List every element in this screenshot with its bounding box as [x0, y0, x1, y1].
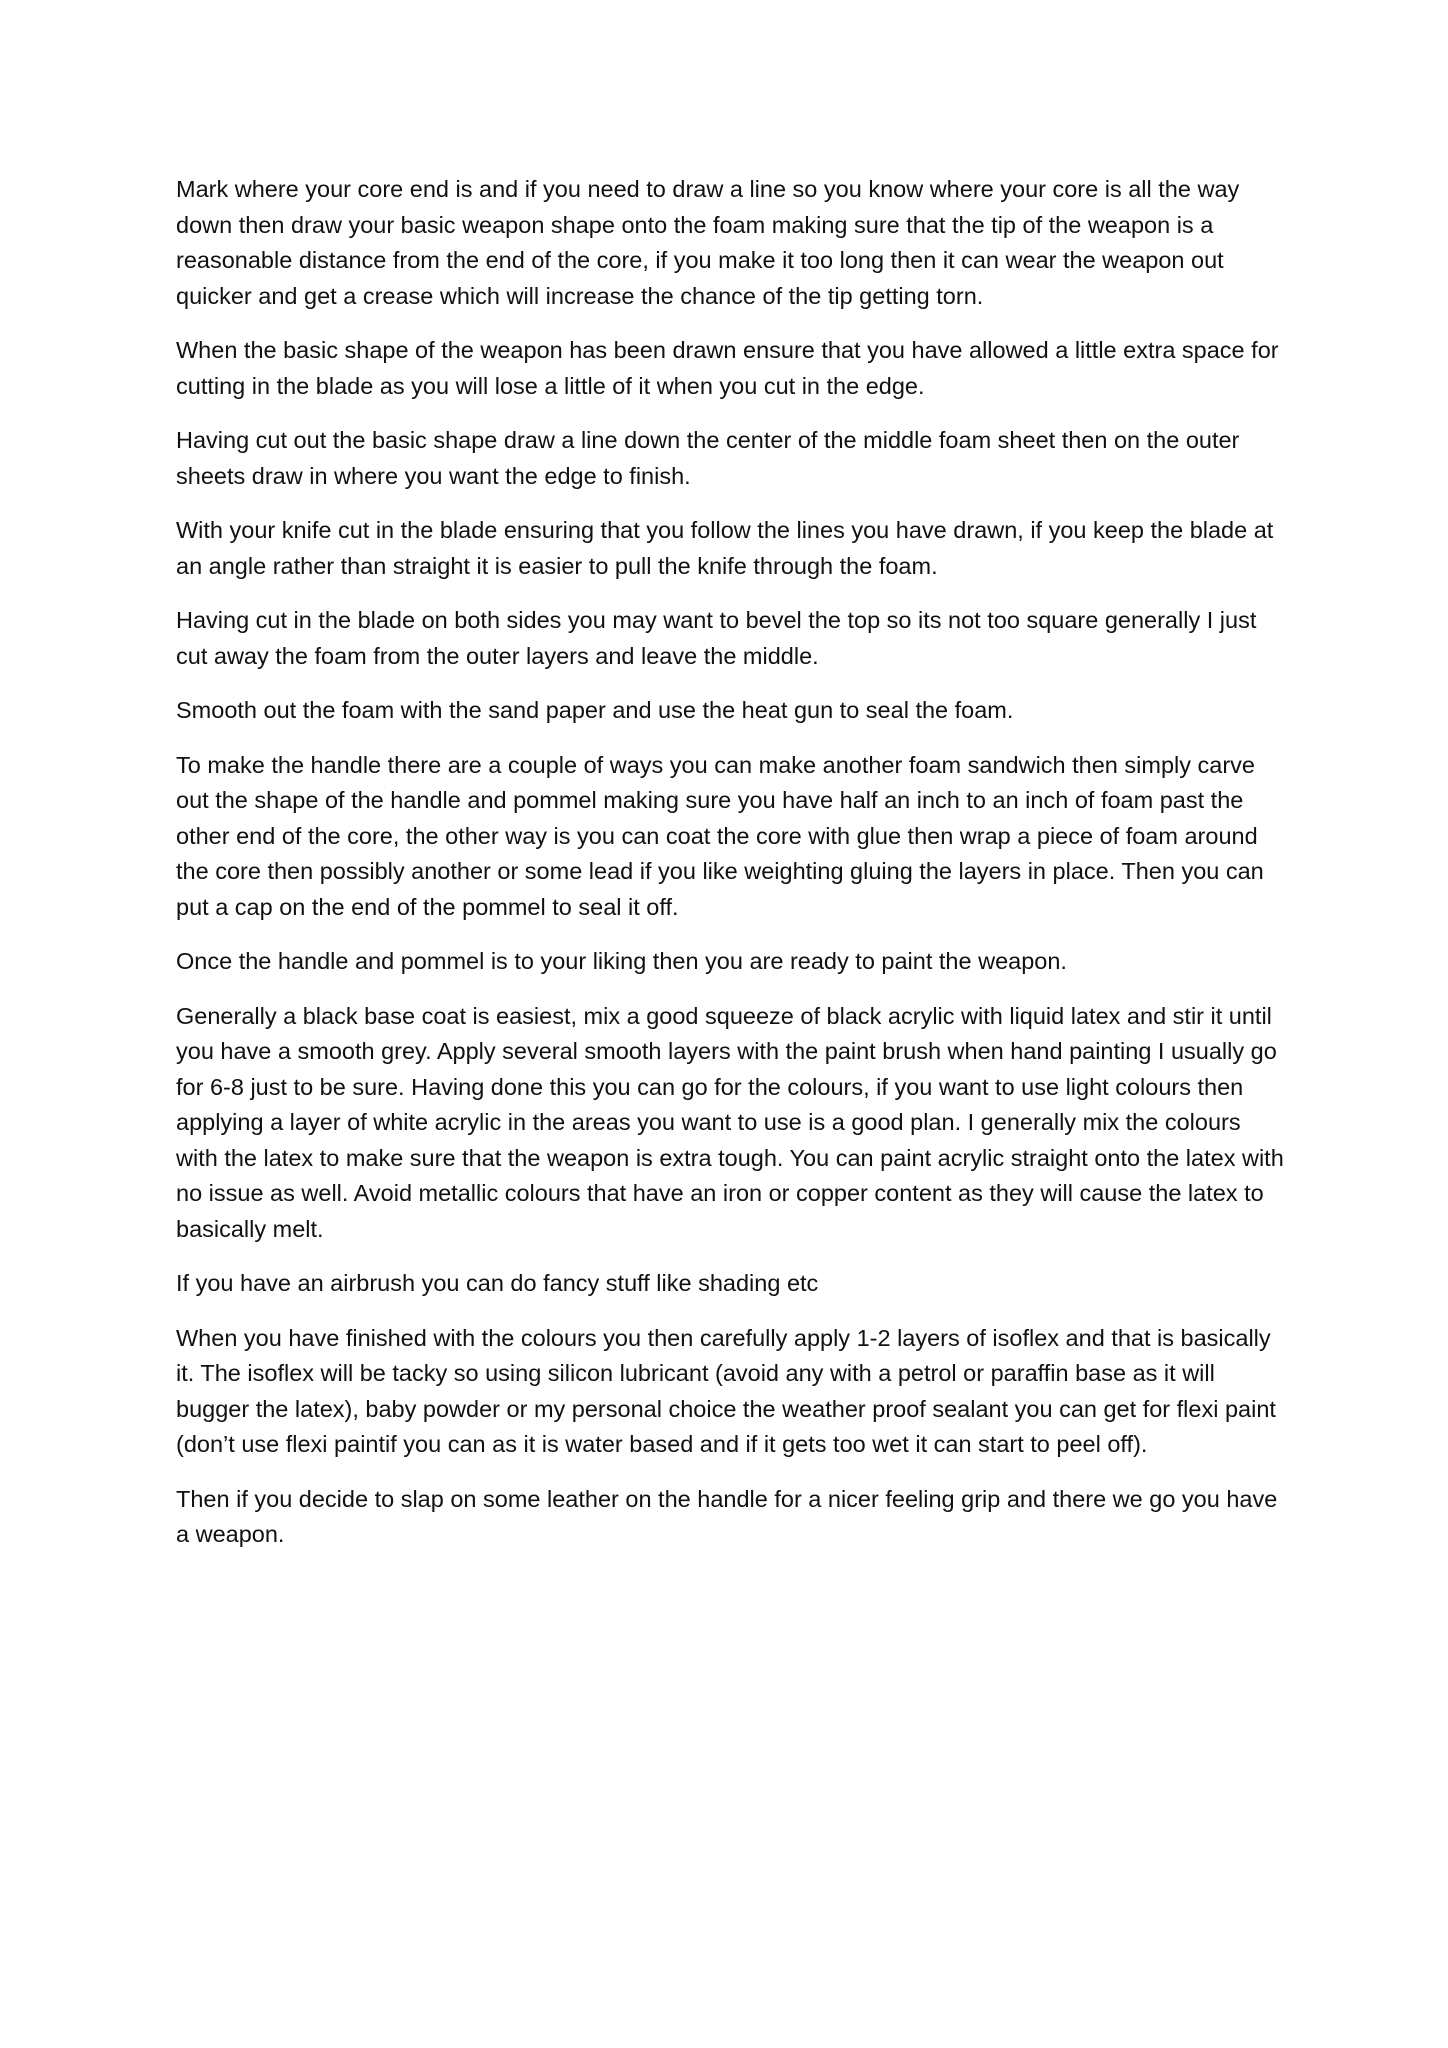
paragraph-bevel: Having cut in the blade on both sides you may want to bevel the top so its not too square generally I just cut away the foam from the outer layers and leave the middle. — [176, 607, 1257, 669]
paragraph-airbrush: If you have an airbrush you can do fancy stuff like shading etc — [176, 1270, 819, 1296]
paragraph-center-line: Having cut out the basic shape draw a line down the center of the middle foam sheet then on the outer sheets draw in where you want the edge to finish. — [176, 427, 1240, 489]
paragraph-base-coat: Generally a black base coat is easiest, mix a good squeeze of black acrylic with liquid latex and stir it until you have a smooth grey. Apply several smooth layers with the paint brush when hand painting I usually go for 6-8 just to be sure. Having done this you can go for the colours, if you want to use light colours then applying a layer of white acrylic in the areas you want to use is a good plan. I generally mix the colours with the latex to make sure that the weapon is extra tough. You can paint acrylic straight onto the latex with no issue as well. Avoid metallic colours that have an iron or copper content as they will cause the latex to basically melt. — [176, 1002, 1284, 1242]
paragraph-handle: To make the handle there are a couple of ways you can make another foam sandwich then simply carve out the shape of the handle and pommel making sure you have half an inch to an inch of foam past the other end of the core, the other way is you can coat the core with glue then wrap a piece of foam around the core then possibly another or some lead if you like weighting gluing the layers in place. Then you can put a cap on the end of the pommel to seal it off. — [176, 751, 1264, 920]
paragraph-leather-grip: Then if you decide to slap on some leather on the handle for a nicer feeling grip and there we go you have a weapon. — [176, 1485, 1278, 1547]
paragraph-ready-to-paint: Once the handle and pommel is to your liking then you are ready to paint the weapon. — [176, 948, 1067, 974]
paragraph-core-marking: Mark where your core end is and if you need to draw a line so you know where your core is all the way down then draw your basic weapon shape onto the foam making sure that the tip of the weapon is a reasonable distance from the end of the core, if you make it too long then it can wear the weapon out quicker and get a crease which will increase the chance of the tip getting torn. — [176, 176, 1240, 309]
paragraph-knife-cut: With your knife cut in the blade ensuring that you follow the lines you have drawn, if you keep the blade at an angle rather than straight it is easier to pull the knife through the foam. — [176, 517, 1274, 579]
paragraph-basic-shape: When the basic shape of the weapon has been drawn ensure that you have allowed a little extra space for cutting in the blade as you will lose a little of it when you cut in the edge. — [176, 337, 1279, 399]
paragraph-smooth: Smooth out the foam with the sand paper and use the heat gun to seal the foam. — [176, 697, 1014, 723]
document-body — [176, 172, 1286, 1553]
paragraph-isoflex: When you have finished with the colours you then carefully apply 1-2 layers of isoflex and that is basically it. The isoflex will be tacky so using silicon lubricant (avoid any with a petrol or paraffin base as it will bugger the latex), baby powder or my personal choice the weather proof sealant you can get for flexi paint (don’t use flexi paintif you can as it is water based and if it gets too wet it can start to peel off). — [176, 1324, 1276, 1457]
